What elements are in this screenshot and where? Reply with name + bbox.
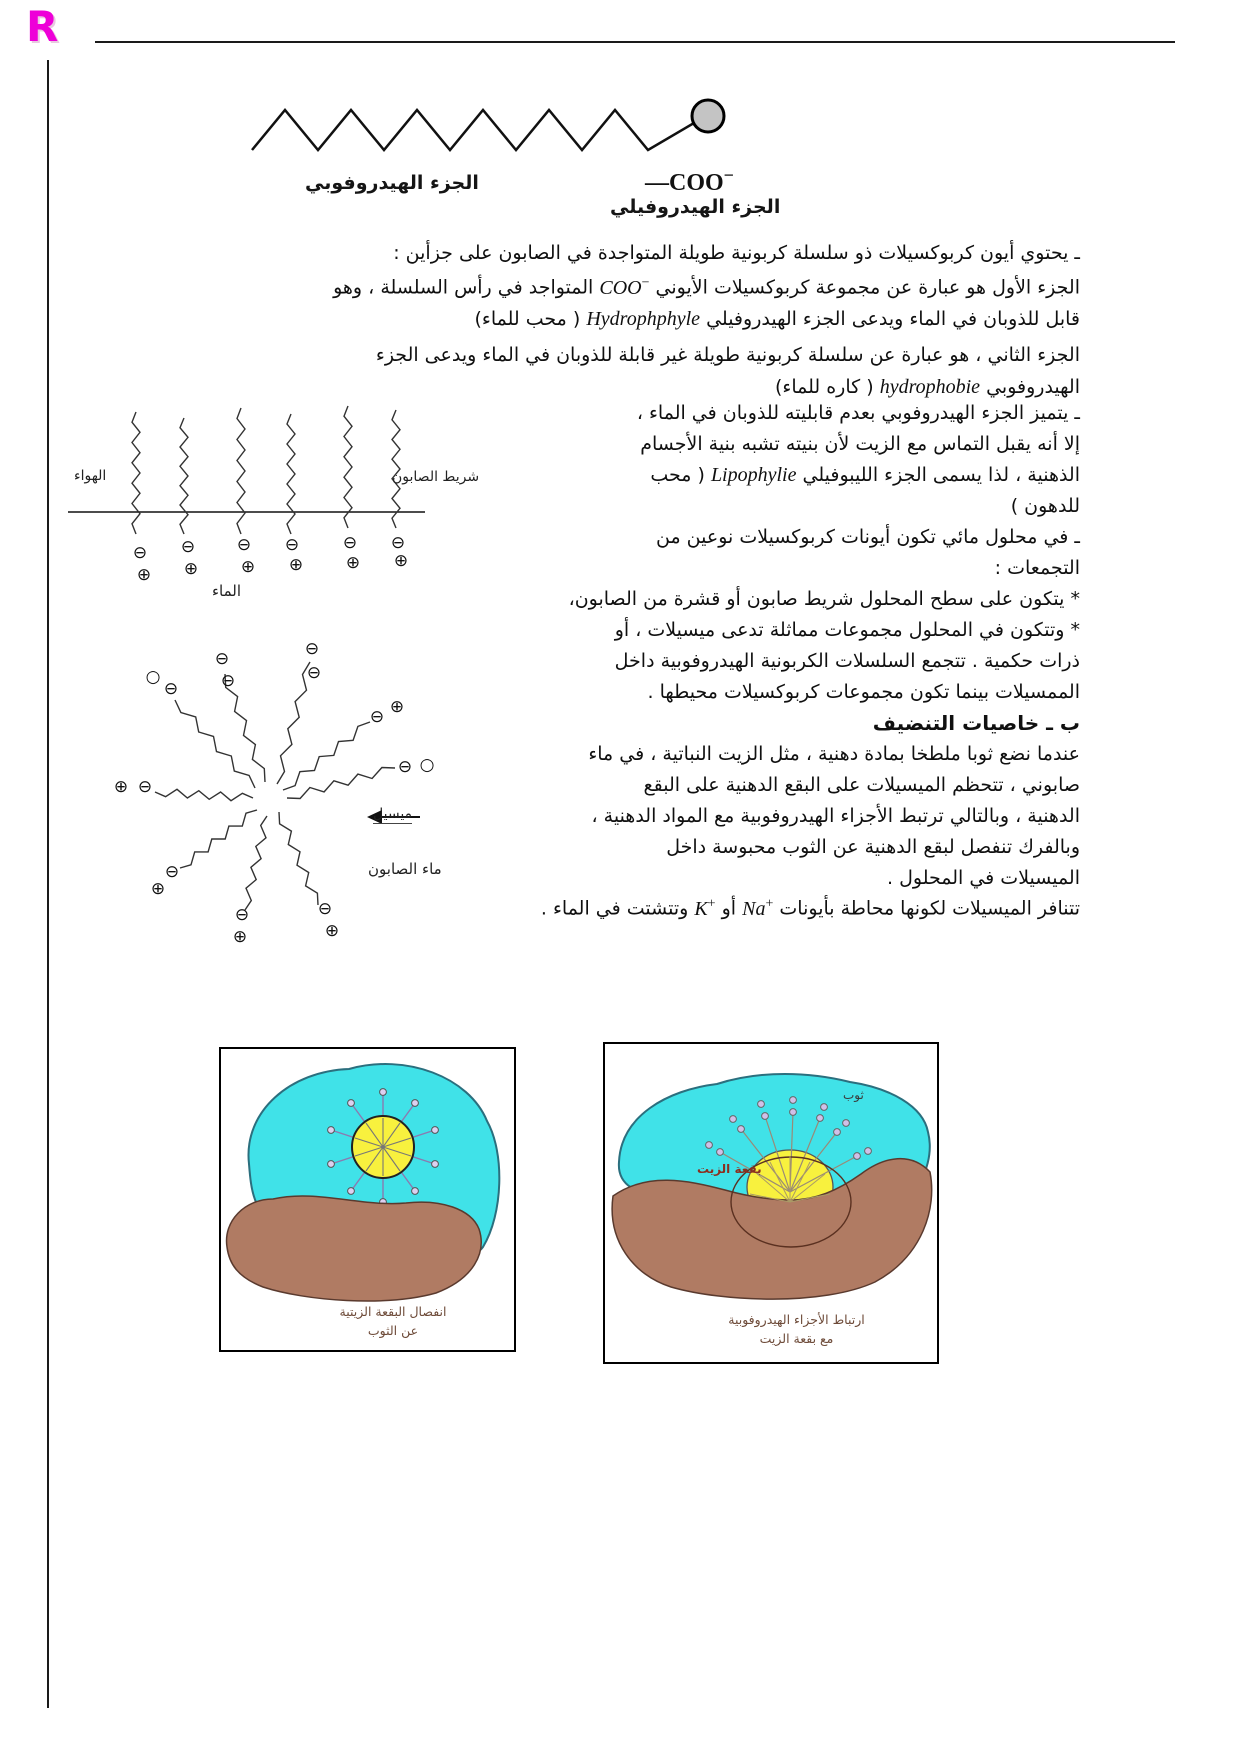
plus-ion-head: ⊕ (150, 879, 166, 899)
text-line: عندما نضع ثوبا ملطخا بمادة دهنية ، مثل الزيت النباتية ، في ماء (588, 743, 1080, 765)
text-line: * يتكون على سطح المحلول شريط صابون أو قشرة من الصابون، (568, 588, 1080, 610)
minus-ion-head: ⊖ (306, 663, 322, 683)
minus-ion-head: ⊖ (137, 777, 153, 797)
plus-ion-head: ⊕ (113, 777, 129, 797)
text-line: ـ في محلول مائي تكون أيونات كربوكسيلات نوعين من (655, 526, 1080, 548)
hydrophilic-part-label: الجزء الهيدروفيلي (610, 196, 781, 218)
text-line: وبالفرك تنفصل لبقع الدهنية عن الثوب محبوسة داخل (666, 836, 1080, 858)
polar-head (692, 100, 724, 132)
cloth-label: ثوب (843, 1088, 864, 1102)
minus-ion-head: ⊖ (163, 679, 179, 699)
minus-ion-head: ⊖ (397, 757, 413, 777)
text-line: التجمعات : (994, 557, 1080, 579)
minus-ion-head: ⊖ (284, 535, 300, 555)
text-line: تتنافر الميسيلات لكونها محاطة بأيونات Na+ أو K+ وتتشتت في الماء . (540, 896, 1080, 920)
minus-ion-head: ⊖ (220, 671, 236, 691)
soap-water-label: ماء الصابون (368, 860, 442, 878)
figure-right-caption: ارتباط الأجزاء الهيدروفوبية مع بقعة الزيت (728, 1312, 865, 1346)
text-line: الذهنية ، لذا يسمى الجزء الليبوفيلي Lipophylie ( محب (650, 464, 1080, 486)
text-line: الجزء الأول هو عبارة عن مجموعة كربوكسيلات الأيوني COO− المتواجد في رأس السلسلة ، وهو (333, 275, 1080, 299)
water-label: الماء (212, 582, 242, 600)
text-line: للدهون ) (1010, 495, 1080, 517)
minus-ion-head: ⊖ (180, 537, 196, 557)
text-line: ـ يحتوي أيون كربوكسيلات ذو سلسلة كربونية طويلة المتواجدة في الصابون على جزأين : (393, 242, 1080, 264)
hydrocarbon-chain (252, 110, 694, 150)
micelle-diagram (55, 618, 455, 968)
plus-ion-head: ⊕ (240, 557, 256, 577)
minus-ion-head: ⊖ (164, 862, 180, 882)
soap-strip-label: شريط الصابون (392, 469, 480, 485)
cloth-blob (227, 1196, 482, 1301)
minus-ion-head: ⊖ (214, 649, 230, 669)
section-heading: ب ـ خاصيات التنضيف (872, 711, 1080, 735)
text-line: الهيدروفوبي hydrophobie ( كاره للماء) (774, 376, 1080, 398)
left-margin-rule (47, 60, 49, 1708)
minus-ion-head: ⊖ (304, 639, 320, 659)
air-label: الهواء (74, 468, 107, 484)
text-line: صابوني ، تتحظم الميسيلات على البقع الدهنية على البقع (643, 774, 1080, 796)
plus-ion-head: ⊕ (183, 559, 199, 579)
plus-ion-head: ⊕ (393, 551, 409, 571)
plus-ion-head: ⊕ (324, 921, 340, 941)
text-line: ذرات حكمية . تتجمع السلسلات الكربونية الهيدروفوبية داخل (614, 650, 1080, 672)
minus-ion-head: ⊖ (390, 533, 406, 553)
text-line: * وتتكون في المحلول مجموعات مماثلة تدعى ميسيلات ، أو (614, 619, 1080, 641)
figure-oil-separated (219, 1047, 516, 1352)
text-line: ـ يتميز الجزء الهيدروفوبي بعدم قابليته للذوبان في الماء ، (636, 402, 1080, 424)
minus-ion-head: ⊖ (236, 535, 252, 555)
coo-formula: —COO− (645, 165, 734, 196)
minus-ion-head: ⊖ (234, 905, 250, 925)
plus-ion-head: ⊕ (389, 697, 405, 717)
minus-ion-head: ⊖ (342, 533, 358, 553)
text-line: الدهنية ، وبالتالي ترتبط الأجزاء الهيدروفوبية مع المواد الدهنية ، (591, 805, 1080, 827)
plus-ion-head: ⊕ (288, 555, 304, 575)
circle-ion-head: ○ (145, 667, 161, 687)
figure-left-caption: انفصال البقعة الزيتية عن الثوب (339, 1304, 447, 1338)
text-line: الممسيلات بينما تكون مجموعات كربوكسيلات محيطها . (647, 681, 1080, 703)
logo-r: R (26, 2, 59, 51)
text-line: إلا أنه يقبل التماس مع الزيت لأن بنيته تشبه بنية الأجسام (640, 433, 1080, 455)
hydrophobic-part-label: الجزء الهيدروفوبي (305, 172, 479, 194)
plus-ion-head: ⊕ (345, 553, 361, 573)
text-line: قابل للذوبان في الماء ويدعى الجزء الهيدروفيلي Hydrophphyle ( محب للماء) (474, 308, 1080, 330)
text-line: الميسيلات في المحلول . (887, 867, 1080, 889)
circle-ion-head: ○ (419, 755, 435, 775)
oil-spot-label: بقعة الزيت (697, 1162, 762, 1176)
text-line: الجزء الثاني ، هو عبارة عن سلسلة كربونية طويلة غير قابلة للذوبان في الماء ويدعى الجزء (375, 344, 1080, 366)
plus-ion-head: ⊕ (232, 927, 248, 947)
minus-ion-head: ⊖ (132, 543, 148, 563)
header-rule (95, 41, 1175, 43)
minus-ion-head: ⊖ (369, 707, 385, 727)
minus-ion-head: ⊖ (317, 899, 333, 919)
soap-film-interface-diagram (60, 400, 440, 600)
micelle-label: ميسيل (373, 806, 413, 822)
figure-oil-binding (603, 1042, 939, 1364)
plus-ion-head: ⊕ (136, 565, 152, 585)
